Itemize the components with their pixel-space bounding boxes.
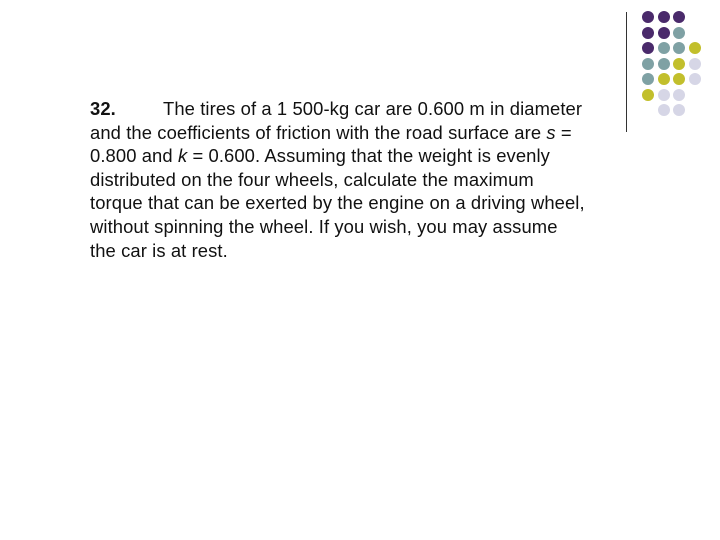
decorative-dot [642, 27, 654, 39]
problem-line-3 [90, 144, 650, 168]
decorative-dot [673, 58, 685, 70]
problem-line-7: the car is at rest. [90, 239, 228, 261]
decorative-dot [658, 104, 670, 116]
decorative-dot [658, 11, 670, 23]
problem-line-3-text-a: 0.800 and [90, 145, 178, 167]
decorative-dot [673, 104, 685, 116]
decorative-dot [642, 42, 654, 54]
decorative-dot [673, 73, 685, 85]
mu-s-symbol: s [546, 121, 556, 143]
decorative-dot [673, 42, 685, 54]
problem-statement [90, 97, 650, 262]
problem-line-2 [90, 121, 650, 145]
decorative-dot [658, 42, 670, 54]
mu-k-symbol: k [177, 145, 188, 167]
decorative-dot [673, 11, 685, 23]
decorative-dot [689, 58, 701, 70]
problem-line-5: torque that can be exerted by the engine on a driving wheel, [90, 192, 585, 214]
decorative-dot [658, 27, 670, 39]
decorative-dot [689, 73, 701, 85]
decorative-dot [642, 58, 654, 70]
problem-line-2-text-a: and the coefficients of friction with the road surface are [90, 121, 547, 143]
problem-line-6: without spinning the wheel. If you wish, you may assume [90, 215, 558, 237]
decorative-dot [642, 73, 654, 85]
decorative-dot [689, 42, 701, 54]
decorative-dot [673, 27, 685, 39]
decorative-dot [658, 89, 670, 101]
problem-line-1 [90, 97, 650, 121]
problem-line-2-text-b: = [555, 121, 572, 143]
problem-line-3-text-b: = 0.600. Assuming that the weight is evenly [187, 145, 550, 167]
decorative-dot [642, 11, 654, 23]
problem-line-1-text: The tires of a 1 500-kg car are 0.600 m in diameter [163, 98, 583, 119]
problem-line-4: distributed on the four wheels, calculate the maximum [90, 168, 534, 190]
decorative-dot [673, 89, 685, 101]
problem-number: 32. [90, 98, 116, 119]
decorative-dot [658, 58, 670, 70]
decorative-dot [658, 73, 670, 85]
